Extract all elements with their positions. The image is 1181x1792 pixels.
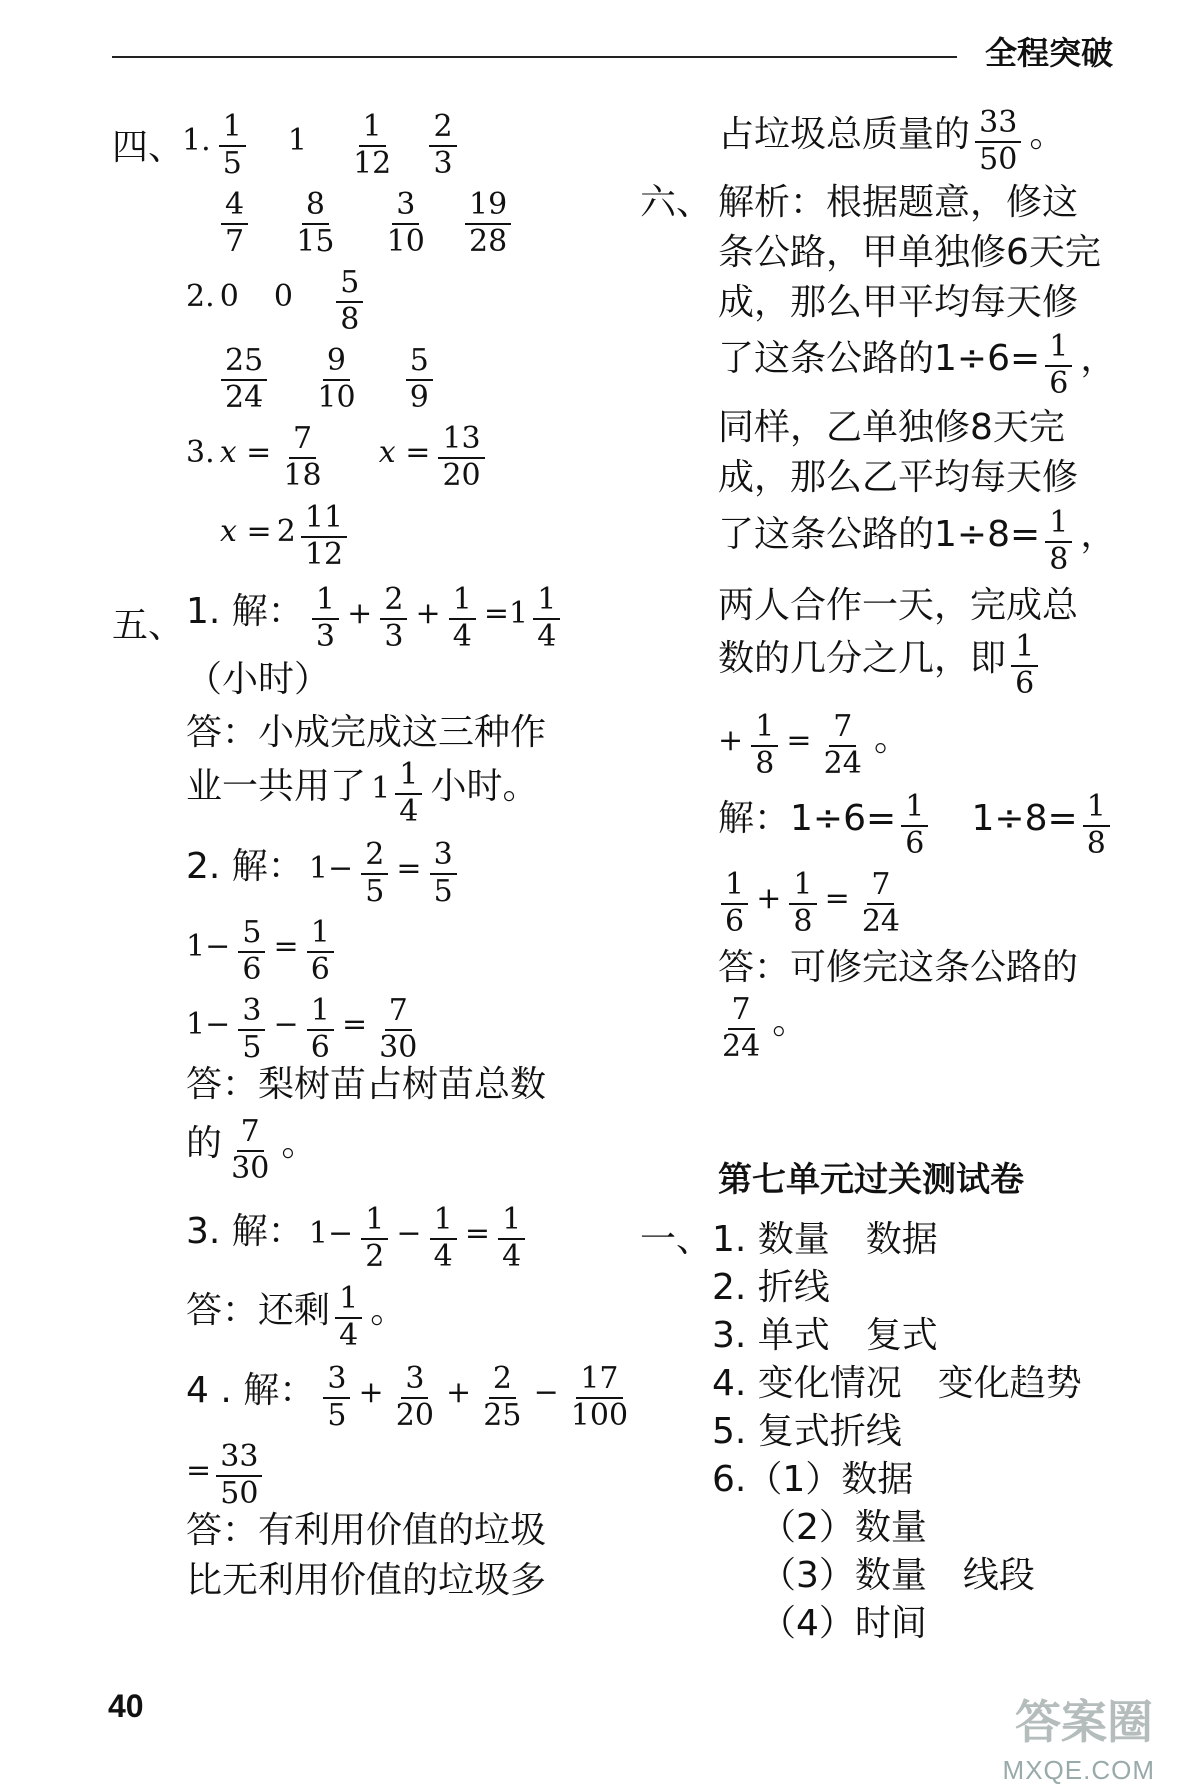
s6-para-10 [718, 709, 910, 781]
denominator: 4 [339, 1317, 359, 1353]
numerator: 1 [219, 112, 246, 147]
operator: = [464, 1216, 490, 1252]
denominator: 15 [296, 223, 335, 259]
fraction [227, 1114, 273, 1186]
operator: − [533, 1375, 559, 1411]
s6-para-5: 同样，乙单独修8天完 [718, 407, 1065, 448]
operator: = [273, 929, 299, 965]
text: 1÷8= [971, 798, 1078, 840]
numerator: 1 [498, 1205, 525, 1240]
text: 占垃圾总质量的 [718, 114, 971, 156]
s5-q2-answer-line1: 答：梨树苗占树苗总数 [186, 1064, 547, 1105]
right-continuation [718, 105, 1066, 177]
numerator: 1 [335, 1284, 362, 1319]
s5-q1-answer-line1: 答：小成完成这三种作 [186, 712, 547, 753]
numerator: 9 [323, 346, 350, 381]
numerator: 7 [237, 1117, 264, 1152]
operator: 1− [186, 929, 231, 965]
denominator: 6 [242, 951, 262, 987]
denominator: 4 [452, 618, 472, 654]
fraction [858, 867, 904, 939]
s5-q4-answer-line1: 答：有利用价值的垃圾 [186, 1510, 547, 1551]
fraction [392, 1361, 438, 1433]
s5-q2-line2 [186, 915, 337, 987]
text: 了这条公路的1÷6= [718, 338, 1041, 380]
text: ， [1080, 338, 1117, 380]
denominator: 24 [861, 903, 901, 939]
section-5-label: 五、 [112, 605, 185, 646]
fraction [238, 915, 265, 987]
s5-q1-prefix: 1. 解： [186, 591, 304, 633]
text: 了这条公路的1÷8= [718, 514, 1041, 556]
numerator: 3 [401, 1364, 428, 1399]
numerator: 8 [302, 190, 329, 225]
denominator: 20 [442, 457, 481, 493]
x-equals: x = [220, 514, 272, 550]
s4-q2-row1 [186, 265, 366, 337]
denominator: 24 [722, 1028, 761, 1064]
whole: 2 [276, 514, 296, 550]
fraction [498, 1202, 525, 1274]
value: 0 [219, 279, 239, 315]
s5-q1-unit: （小时） [186, 659, 331, 700]
s5-q1-answer-line2 [186, 757, 539, 829]
section-6-label: 六、 [640, 182, 713, 223]
s5-q1-line [186, 582, 563, 654]
text: ， [1080, 514, 1117, 556]
operator: = [341, 1007, 368, 1043]
numerator: 1 [430, 1205, 457, 1240]
fraction [406, 343, 433, 415]
numerator: 1 [901, 792, 928, 827]
fraction [361, 1202, 388, 1274]
denominator: 25 [483, 1397, 522, 1433]
operator: + [718, 723, 744, 759]
numerator: 1 [789, 870, 816, 905]
fraction [323, 1361, 350, 1433]
numerator: 1 [359, 112, 386, 147]
fraction [336, 265, 363, 337]
fraction [789, 867, 816, 939]
denominator: 12 [353, 145, 392, 181]
unit7-title: 第七单元过关测试卷 [718, 1160, 1024, 1200]
numerator: 19 [465, 190, 511, 225]
operator: 1− [186, 1007, 231, 1043]
fraction [1083, 789, 1110, 861]
fraction [221, 187, 248, 259]
operator: + [358, 1375, 384, 1411]
fraction [449, 582, 476, 654]
s6-solution-line1 [718, 789, 1113, 861]
fraction [312, 582, 339, 654]
denominator: 30 [231, 1150, 270, 1186]
numerator: 2 [361, 840, 388, 875]
denominator: 7 [225, 223, 245, 259]
s6-para-2: 条公路，甲单独修6天完 [718, 232, 1101, 273]
denominator: 5 [327, 1397, 347, 1433]
operator: 1− [308, 851, 354, 887]
numerator: 1 [361, 1205, 388, 1240]
unit7-item-6-4: （4）时间 [760, 1603, 927, 1644]
numerator: 7 [829, 712, 856, 747]
s6-para-9 [718, 629, 1041, 701]
numerator: 1 [307, 918, 334, 953]
denominator: 8 [755, 745, 775, 781]
operator: =1 [483, 596, 529, 632]
fraction [219, 109, 246, 181]
operator: 1− [308, 1216, 354, 1252]
text: 。 [873, 718, 910, 760]
numerator: 5 [238, 918, 265, 953]
denominator: 50 [220, 1475, 259, 1511]
operator: + [446, 1375, 472, 1411]
denominator: 4 [502, 1238, 522, 1274]
numerator: 17 [576, 1364, 622, 1399]
denominator: 8 [793, 903, 813, 939]
numerator: 1 [1083, 792, 1110, 827]
fraction [430, 837, 457, 909]
s5-q3-line1 [186, 1202, 528, 1274]
fraction [301, 500, 347, 572]
denominator: 6 [725, 903, 745, 939]
numerator: 5 [336, 268, 363, 303]
header-title: 全程突破 [985, 34, 1114, 72]
s4-q3-label: 3. [186, 435, 215, 471]
text: 。 [1029, 114, 1066, 156]
fraction [975, 105, 1021, 177]
unit7-item-2: 2. 折线 [712, 1267, 830, 1308]
s4-q2-label: 2. [186, 279, 215, 315]
denominator: 10 [386, 223, 425, 259]
text: 。 [281, 1123, 318, 1165]
numerator: 7 [728, 995, 755, 1030]
numerator: 3 [323, 1364, 350, 1399]
denominator: 18 [283, 457, 322, 493]
fraction [1045, 505, 1072, 577]
fraction [221, 343, 267, 415]
s5-q2-line1 [186, 837, 460, 909]
numerator: 7 [867, 870, 894, 905]
s5-q4-line2 [186, 1439, 265, 1511]
numerator: 1 [449, 585, 476, 620]
fraction [279, 421, 325, 493]
denominator: 10 [317, 379, 356, 415]
operator: − [396, 1216, 422, 1252]
operator: + [415, 596, 441, 632]
unit7-item-6: 6.（1）数据 [712, 1459, 914, 1500]
s4-q3-row2 [220, 500, 350, 572]
fraction [361, 837, 388, 909]
s5-q3-answer [186, 1281, 407, 1353]
fraction [313, 343, 359, 415]
fraction [349, 109, 395, 181]
s5-q2-answer-line2 [186, 1114, 318, 1186]
denominator: 28 [469, 223, 508, 259]
denominator: 9 [409, 379, 429, 415]
fraction [533, 582, 560, 654]
fraction [395, 757, 422, 829]
unit7-item-1: 1. 数量 数据 [712, 1219, 938, 1260]
text: 。 [772, 1001, 809, 1043]
operator: = [396, 851, 422, 887]
denominator: 3 [315, 618, 335, 654]
numerator: 2 [429, 112, 456, 147]
fraction [292, 187, 338, 259]
operator: = [786, 723, 812, 759]
fraction [430, 1202, 457, 1274]
numerator: 1 [1045, 332, 1072, 367]
numerator: 5 [406, 346, 433, 381]
denominator: 8 [340, 301, 360, 337]
denominator: 6 [310, 951, 330, 987]
numerator: 11 [301, 503, 347, 538]
denominator: 8 [1049, 541, 1069, 577]
s6-para-4 [718, 329, 1117, 401]
fraction [1011, 629, 1038, 701]
s6-answer-line2 [718, 992, 809, 1064]
denominator: 24 [823, 745, 862, 781]
numerator: 7 [385, 996, 412, 1031]
fraction [721, 867, 748, 939]
numerator: 3 [430, 840, 457, 875]
numerator: 1 [751, 712, 778, 747]
denominator: 50 [979, 141, 1018, 177]
fraction [751, 709, 778, 781]
denominator: 6 [905, 825, 925, 861]
denominator: 30 [379, 1029, 418, 1065]
text: 小时。 [430, 766, 539, 808]
fraction [901, 789, 928, 861]
fraction [335, 1281, 362, 1353]
s6-para-3: 成，那么甲平均每天修 [718, 282, 1079, 323]
unit7-item-6-3: （3）数量 线段 [760, 1555, 1035, 1596]
denominator: 8 [1086, 825, 1106, 861]
denominator: 100 [570, 1397, 629, 1433]
s6-answer-line1: 答：可修完这条公路的 [718, 947, 1079, 988]
fraction [429, 109, 456, 181]
whole: 1 [371, 771, 391, 807]
denominator: 5 [222, 145, 242, 181]
s5-q4-line1 [186, 1361, 635, 1433]
unit7-section-label: 一、 [640, 1219, 713, 1260]
denominator: 20 [395, 1397, 434, 1433]
denominator: 24 [225, 379, 264, 415]
numerator: 3 [392, 190, 419, 225]
numerator: 4 [221, 190, 248, 225]
operator: + [347, 596, 373, 632]
s6-para-7 [718, 505, 1117, 577]
fraction [238, 993, 265, 1065]
operator: − [273, 1007, 299, 1043]
unit7-item-3: 3. 单式 复式 [712, 1315, 938, 1356]
fraction [307, 915, 334, 987]
denominator: 5 [242, 1029, 262, 1065]
text: 的 [186, 1123, 223, 1165]
denominator: 6 [1015, 665, 1035, 701]
numerator: 7 [289, 424, 316, 459]
value: 1 [287, 123, 307, 159]
fraction [438, 421, 484, 493]
numerator: 1 [1045, 508, 1072, 543]
numerator: 1 [1011, 632, 1038, 667]
numerator: 33 [216, 1442, 262, 1477]
operator: = [824, 881, 850, 917]
s4-q1-label: 1. [182, 123, 211, 159]
s5-q4-answer-line2: 比无利用价值的垃圾多 [186, 1560, 547, 1601]
numerator: 2 [489, 1364, 516, 1399]
numerator: 1 [395, 760, 422, 795]
s5-q4-prefix: 4 . 解： [186, 1370, 316, 1412]
numerator: 25 [221, 346, 267, 381]
section-4-label: 四、 [112, 127, 185, 168]
page-number: 40 [108, 1688, 144, 1724]
value: 0 [273, 279, 293, 315]
fraction [567, 1361, 632, 1433]
s4-q1-row2 [218, 187, 514, 259]
numerator: 1 [307, 996, 334, 1031]
fraction [375, 993, 421, 1065]
text: 。 [370, 1290, 407, 1332]
unit7-item-5: 5. 复式折线 [712, 1411, 902, 1452]
x-equals: x = [378, 435, 431, 471]
fraction [1045, 329, 1072, 401]
s5-q3-prefix: 3. 解： [186, 1211, 304, 1253]
s5-q2-prefix: 2. 解： [186, 846, 304, 888]
fraction [465, 187, 511, 259]
denominator: 6 [1049, 365, 1069, 401]
fraction [307, 993, 334, 1065]
header-rule [112, 56, 957, 58]
fraction [479, 1361, 525, 1433]
fraction [718, 992, 764, 1064]
operator: = [186, 1453, 212, 1489]
s6-para-8: 两人合作一天，完成总 [718, 585, 1079, 626]
s6-para-6: 成，那么乙平均每天修 [718, 457, 1079, 498]
s4-q1-row1 [182, 109, 460, 181]
text: 解：1÷6= [718, 798, 897, 840]
denominator: 12 [304, 536, 344, 572]
numerator: 2 [380, 585, 407, 620]
denominator: 3 [433, 145, 453, 181]
watermark-logo: 答案圈 [1015, 1695, 1153, 1749]
unit7-item-4: 4. 变化情况 变化趋势 [712, 1363, 1082, 1404]
numerator: 13 [438, 424, 484, 459]
s6-solution-line2 [718, 867, 907, 939]
denominator: 4 [399, 793, 419, 829]
numerator: 1 [721, 870, 748, 905]
s4-q3-row1 [186, 421, 488, 493]
denominator: 3 [384, 618, 404, 654]
text: 答：还剩 [186, 1290, 331, 1332]
fraction [383, 187, 429, 259]
denominator: 2 [365, 1238, 385, 1274]
watermark-url: MXQE.COM [1002, 1755, 1155, 1785]
operator: + [756, 881, 782, 917]
denominator: 5 [365, 873, 385, 909]
text: 数的几分之几，即 [718, 638, 1007, 680]
denominator: 6 [310, 1029, 330, 1065]
text: 业一共用了 [186, 766, 367, 808]
x-equals: x = [219, 435, 272, 471]
fraction [380, 582, 407, 654]
fraction [216, 1439, 262, 1511]
numerator: 1 [533, 585, 560, 620]
unit7-item-6-2: （2）数量 [760, 1507, 927, 1548]
s4-q2-row2 [218, 343, 436, 415]
numerator: 1 [312, 585, 339, 620]
s6-para-1: 解析：根据题意，修这 [718, 182, 1079, 223]
numerator: 3 [238, 996, 265, 1031]
numerator: 33 [975, 108, 1021, 143]
fraction [820, 709, 866, 781]
denominator: 5 [433, 873, 453, 909]
denominator: 4 [433, 1238, 453, 1274]
s5-q2-line3 [186, 993, 424, 1065]
denominator: 4 [537, 618, 557, 654]
